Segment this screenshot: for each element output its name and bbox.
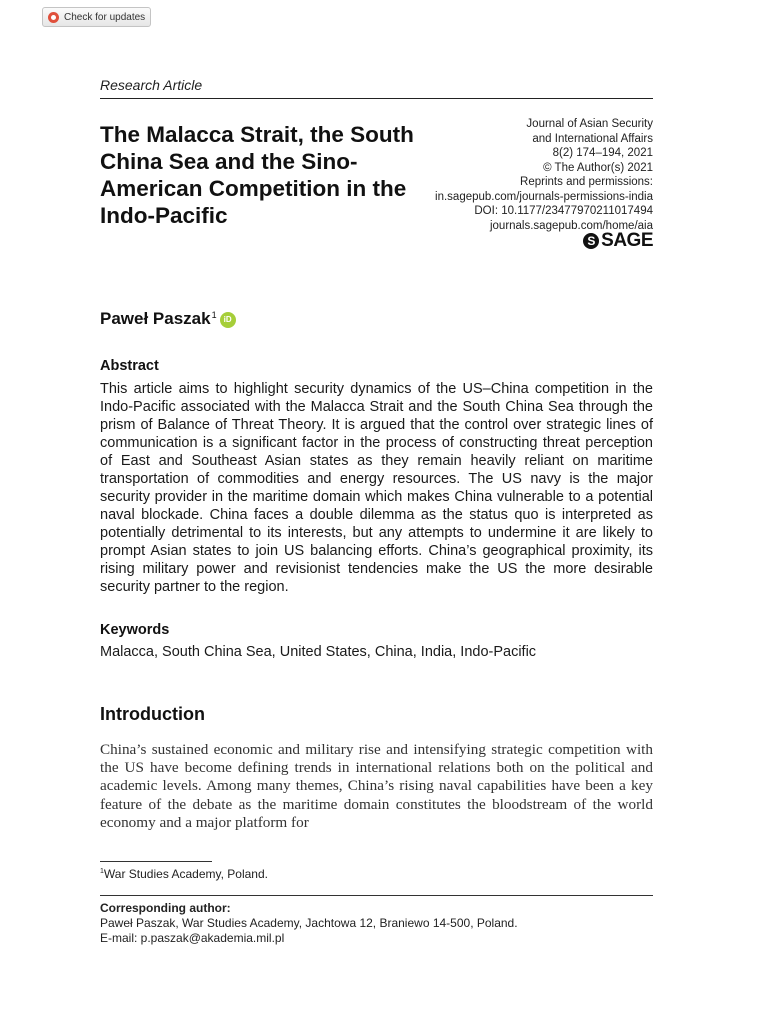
- journal-reprints-link[interactable]: in.sagepub.com/journals-permissions-india: [435, 190, 653, 203]
- orcid-icon[interactable]: iD: [220, 312, 236, 328]
- check-for-updates-label: Check for updates: [64, 11, 146, 23]
- journal-doi[interactable]: DOI: 10.1177/23477970211017494: [474, 205, 653, 217]
- journal-name-line1: Journal of Asian Security: [526, 118, 653, 130]
- keywords-text: Malacca, South China Sea, United States, China, India, Indo-Pacific: [100, 644, 537, 660]
- corresponding-author-label: Corresponding author:: [100, 901, 231, 915]
- corresponding-author-email[interactable]: E-mail: p.paszak@akademia.mil.pl: [100, 931, 285, 945]
- abstract-heading: Abstract: [100, 358, 159, 374]
- author-name: Paweł Paszak: [100, 309, 211, 328]
- corresponding-author-address: Paweł Paszak, War Studies Academy, Jachtowa 12, Braniewo 14-500, Poland.: [100, 916, 518, 930]
- sage-wordmark: SAGE: [601, 230, 653, 251]
- journal-home-link[interactable]: journals.sagepub.com/home/aia: [489, 219, 653, 232]
- article-type: Research Article: [100, 77, 203, 93]
- journal-volume: 8(2) 174–194, 2021: [552, 147, 653, 159]
- header-divider: [100, 98, 653, 99]
- author-affiliation-marker: 1: [211, 310, 217, 320]
- journal-reprints-label: Reprints and permissions:: [520, 176, 653, 188]
- corresponding-divider: [100, 895, 653, 896]
- check-for-updates-button[interactable]: [42, 7, 151, 27]
- abstract-text: This article aims to highlight security dynamics of the US–China competition in the Indo-Pacific associated with the Malacca Strait and the South China Sea through the prism of Balance of Threat Theory. It is argued that the control over strategic lines of communication is a significant factor in the process of constructing threat perception of East and Southeast Asian states as they remain heavily reliant on maritime transportation of commodities and energy resources. The US navy is the major security provider in the maritime domain which makes China vulnerable to a potential naval blockade. China faces a double dilemma as the status quo is interpreted as potentially detrimental to its interests, but any attempts to undermine it are likely to prompt Asian states to join US balancing efforts. China’s geographical proximity, its rising military power and revisionist tendencies make the US the more desirable security partner to the region.: [100, 381, 653, 595]
- corresponding-author-block: [100, 901, 518, 946]
- keywords-heading: Keywords: [100, 622, 170, 638]
- journal-info: [393, 117, 653, 233]
- footnote-divider: [100, 861, 212, 862]
- sage-logo: [583, 230, 653, 252]
- footnote-marker: 1: [100, 868, 104, 875]
- article-title: The Malacca Strait, the South China Sea and the Sino-American Competition in the Indo-Pacific: [100, 122, 414, 228]
- introduction-text: China’s sustained economic and military rise and intensifying strategic competition with the US have become defining trends in international relations both on the political and academic levels. Among many themes, China’s rising naval capabilities have been a key feature of the debate as the maritime domain constitutes the bloodstream of the world economy and a major platform for: [100, 741, 653, 831]
- footnote-text: War Studies Academy, Poland.: [103, 867, 268, 881]
- journal-copyright: © The Author(s) 2021: [543, 161, 653, 174]
- author-line: [100, 309, 236, 329]
- footnote: [100, 867, 268, 881]
- crossmark-icon: [48, 12, 59, 23]
- journal-name-line2: and International Affairs: [532, 132, 653, 145]
- sage-mark-icon: S: [583, 233, 599, 249]
- introduction-heading: Introduction: [100, 704, 205, 724]
